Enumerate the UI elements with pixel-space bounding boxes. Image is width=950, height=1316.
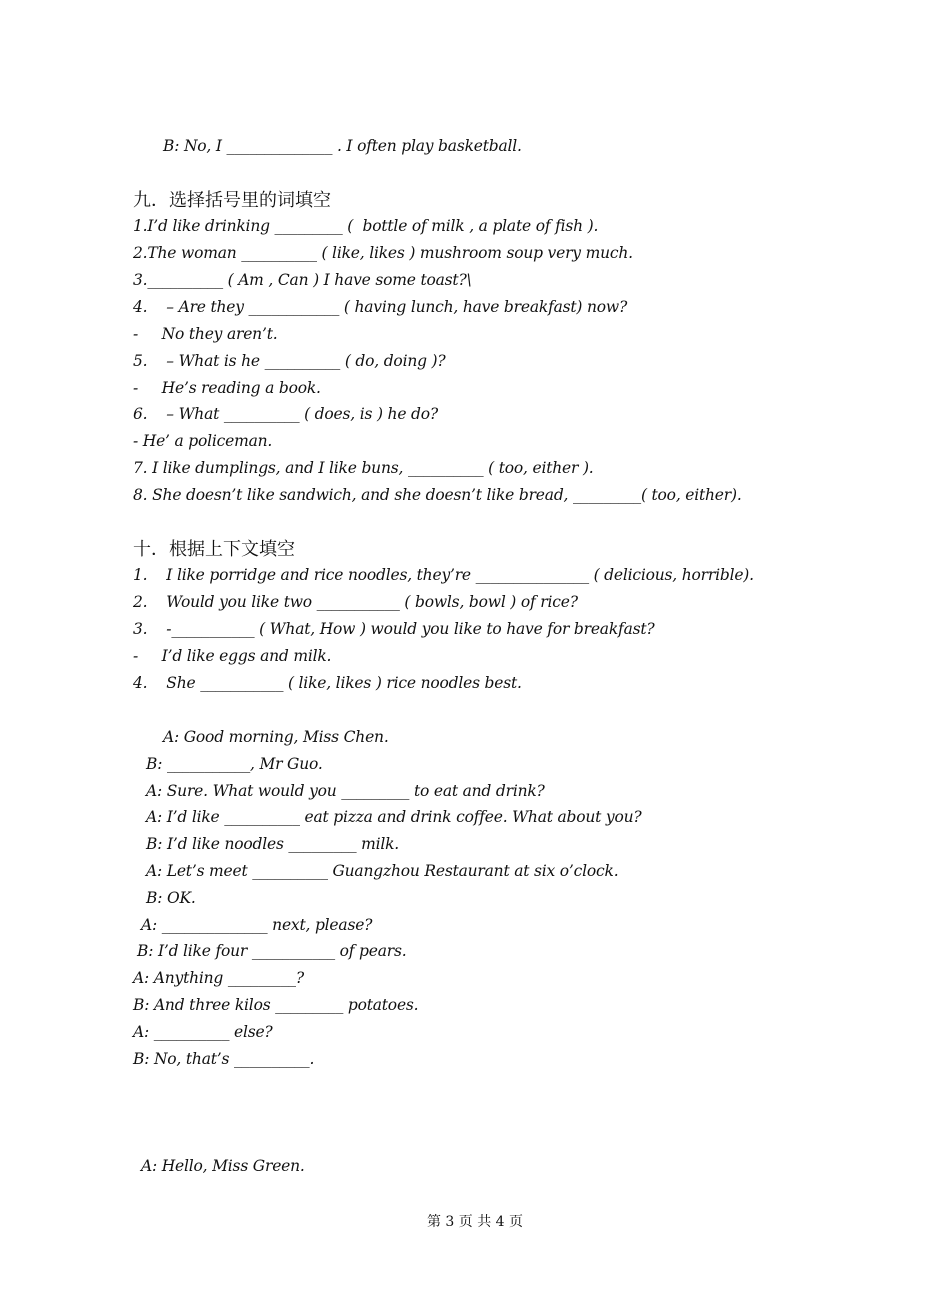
section-9-heading: 九．选择括号里的词填空 [133,190,331,211]
dialogue-line: B: No, that’s __________. [133,1050,315,1068]
dialogue-line: B: No, I ______________ . I often play basketball. [163,137,522,155]
exercise-item: 8. She doesn’t like sandwich, and she doesn’t like bread, _________( too, either). [133,486,742,504]
exercise-item: - He’ a policeman. [133,432,273,450]
page-number: 第 3 页 共 4 页 [426,1214,524,1230]
dialogue-line: A: __________ else? [133,1023,273,1041]
exercise-item: - He’s reading a book. [133,379,321,397]
exercise-item: 1.I’d like drinking _________ ( bottle of milk , a plate of fish ). [133,217,599,235]
dialogue-line: B: And three kilos _________ potatoes. [133,996,419,1014]
section-10-heading: 十．根据上下文填空 [133,539,295,560]
exercise-item: 1. I like porridge and rice noodles, they’re _______________ ( delicious, horrible). [133,566,754,584]
dialogue-line: A: Good morning, Miss Chen. [163,728,389,746]
exercise-item: 3.__________ ( Am , Can ) I have some toast?\ [133,271,472,289]
dialogue-line: A: Hello, Miss Green. [141,1157,305,1175]
dialogue-line: A: Anything _________? [133,969,304,987]
dialogue-line: B: ___________, Mr Guo. [146,755,323,773]
exercise-item: 6. – What __________ ( does, is ) he do? [133,405,438,423]
exercise-item: 4. – Are they ____________ ( having lunch, have breakfast) now? [133,298,628,316]
dialogue-line: B: I’d like noodles _________ milk. [146,835,400,853]
exercise-item: 3. -___________ ( What, How ) would you like to have for breakfast? [133,620,655,638]
exercise-item: - No they aren’t. [133,325,278,343]
dialogue-line: A: Sure. What would you _________ to eat and drink? [146,782,545,800]
dialogue-line: A: Let’s meet __________ Guangzhou Restaurant at six o’clock. [146,862,619,880]
exercise-item: 2.The woman __________ ( like, likes ) mushroom soup very much. [133,244,633,262]
dialogue-line: A: I’d like __________ eat pizza and drink coffee. What about you? [146,808,642,826]
exercise-item: 7. I like dumplings, and I like buns, __________ ( too, either ). [133,459,594,477]
dialogue-line: B: OK. [146,889,196,907]
exercise-item: 4. She ___________ ( like, likes ) rice noodles best. [133,674,522,692]
dialogue-line: B: I’d like four ___________ of pears. [137,942,407,960]
exercise-item: 5. – What is he __________ ( do, doing )? [133,352,446,370]
dialogue-line: A: ______________ next, please? [141,916,373,934]
exercise-item: 2. Would you like two ___________ ( bowls, bowl ) of rice? [133,593,578,611]
exercise-item: - I’d like eggs and milk. [133,647,332,665]
